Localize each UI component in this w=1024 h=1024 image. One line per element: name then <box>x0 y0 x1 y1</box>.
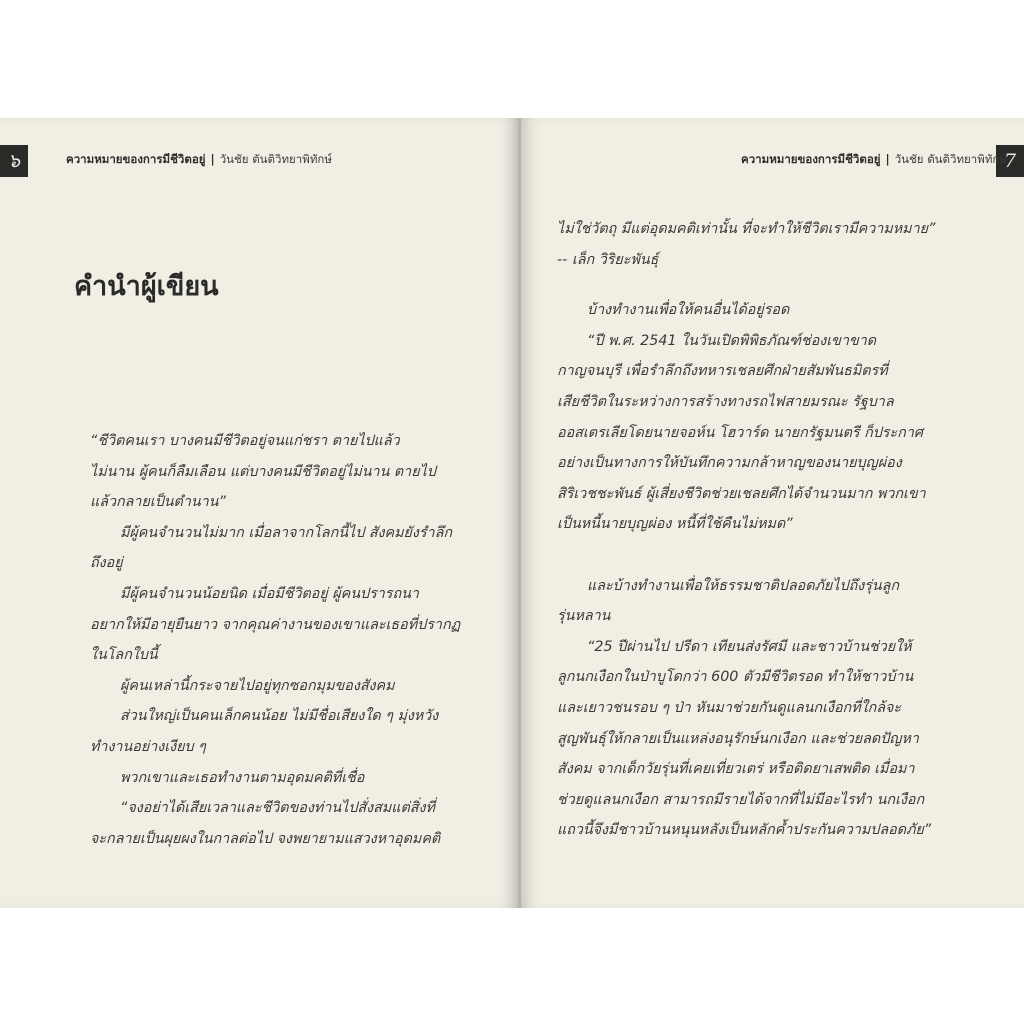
text-line: “25 ปีผ่านไป ปรีดา เทียนส่งรัศมี และชาวบ้านช่วยให้ <box>587 638 912 655</box>
text-line: พวกเขาและเธอทำงานตามอุดมคติที่เชื่อ <box>120 769 365 786</box>
text-line: มีผู้คนจำนวนไม่มาก เมื่อลาจากโลกนี้ไป สังคมยังรำลึก <box>120 524 452 541</box>
text-line: ผู้คนเหล่านี้กระจายไปอยู่ทุกซอกมุมของสังคม <box>120 677 395 694</box>
text-line: ในโลกใบนี้ <box>90 647 158 664</box>
text-line: มีผู้คนจำนวนน้อยนิด เมื่อมีชีวิตอยู่ ผู้คนปรารถนา <box>120 585 419 602</box>
paragraph-gap <box>557 275 969 295</box>
page-number-right: 7 <box>996 145 1024 177</box>
separator: | <box>885 152 890 166</box>
left-body-text <box>90 426 470 854</box>
text-line: ช่วยดูแลนกเงือก สามารถมีรายได้จากที่ไม่มีอะไรทำ นกเงือก <box>557 791 925 808</box>
book-spread <box>0 118 1024 908</box>
text-line: เป็นหนี้นายบุญผ่อง หนี้ที่ใช้คืนไม่หมด” <box>557 516 793 533</box>
text-line: ทำงานอย่างเงียบ ๆ <box>90 738 206 755</box>
text-line: รุ่นหลาน <box>557 608 611 625</box>
book-title: ความหมายของการมีชีวิตอยู่ <box>66 152 206 166</box>
separator: | <box>210 152 215 166</box>
text-line: ออสเตรเลียโดยนายจอห์น โฮวาร์ด นายกรัฐมนตรี ก็ประกาศ <box>557 424 923 441</box>
book-title: ความหมายของการมีชีวิตอยู่ <box>741 152 881 166</box>
text-line: ไม่นาน ผู้คนก็ลืมเลือน แต่บางคนมีชีวิตอยู่ไม่นาน ตายไป <box>90 463 436 480</box>
author-name: วันชัย ตันติวิทยาพิทักษ์ <box>894 152 1007 166</box>
text-line: แล้วกลายเป็นตำนาน” <box>90 494 226 511</box>
text-line: “ชีวิตคนเรา บางคนมีชีวิตอยู่จนแก่ชรา ตายไปแล้ว <box>90 433 400 449</box>
text-line: ถึงอยู่ <box>90 555 123 572</box>
text-line: กาญจนบุรี เพื่อรำลึกถึงทหารเชลยศึกฝ่ายสัมพันธมิตรที่ <box>557 363 888 380</box>
left-page <box>0 118 519 908</box>
text-line: อยากให้มีอายุยืนยาว จากคุณค่างานของเขาและเธอที่ปรากฏ <box>90 616 461 633</box>
text-line: จะกลายเป็นผุยผงในกาลต่อไป จงพยายามแสวงหาอุดมคติ <box>90 830 441 847</box>
running-head-left <box>66 151 332 169</box>
text-line: เสียชีวิตในระหว่างการสร้างทางรถไฟสายมรณะ รัฐบาล <box>557 393 894 410</box>
chapter-title: คำนำผู้เขียน <box>74 271 219 302</box>
text-line: สิริเวชชะพันธ์ ผู้เสี่ยงชีวิตช่วยเชลยศึกได้จำนวนมาก พวกเขา <box>557 485 926 502</box>
right-body-text <box>557 214 969 846</box>
text-line: และบ้างทำงานเพื่อให้ธรรมชาติปลอดภัยไปถึงรุ่นลูก <box>587 577 900 594</box>
text-line: ลูกนกเงือกในป่าบูโดกว่า 600 ตัวมีชีวิตรอด ทำให้ชาวบ้าน <box>557 669 914 686</box>
text-line: ส่วนใหญ่เป็นคนเล็กคนน้อย ไม่มีชื่อเสียงใด ๆ มุ่งหวัง <box>120 708 439 725</box>
text-line: “ปี พ.ศ. 2541 ในวันเปิดพิพิธภัณฑ์ช่องเขาขาด <box>587 332 877 349</box>
right-page <box>521 118 1024 908</box>
quote-attribution: -- เล็ก วิริยะพันธุ์ <box>557 251 659 268</box>
paragraph-gap <box>557 540 969 571</box>
text-line: บ้างทำงานเพื่อให้คนอื่นได้อยู่รอด <box>587 302 790 319</box>
text-line: และเยาวชนรอบ ๆ ป่า หันมาช่วยกันดูแลนกเงือกที่ใกล้จะ <box>557 699 902 716</box>
text-line: แถวนี้จึงมีชาวบ้านหนุนหลังเป็นหลักค้ำประกันความปลอดภัย” <box>557 822 932 839</box>
text-line: “จงอย่าได้เสียเวลาและชีวิตของท่านไปสั่งสมแต่สิ่งที่ <box>120 800 435 817</box>
text-line: สูญพันธุ์ให้กลายเป็นแหล่งอนุรักษ์นกเงือก และช่วยลดปัญหา <box>557 730 919 747</box>
text-line: ไม่ใช่วัตถุ มีแต่อุดมคติเท่านั้น ที่จะทำให้ชีวิตเรามีความหมาย” <box>557 221 936 237</box>
page-number-left: ๖ <box>0 145 28 177</box>
author-name: วันชัย ตันติวิทยาพิทักษ์ <box>219 152 332 166</box>
text-line: อย่างเป็นทางการให้บันทึกความกล้าหาญของนายบุญผ่อง <box>557 455 902 472</box>
running-head-right <box>741 151 1007 169</box>
text-line: สังคม จากเด็กวัยรุ่นที่เคยเที่ยวเตร่ หรือติดยาเสพติด เมื่อมา <box>557 761 915 778</box>
